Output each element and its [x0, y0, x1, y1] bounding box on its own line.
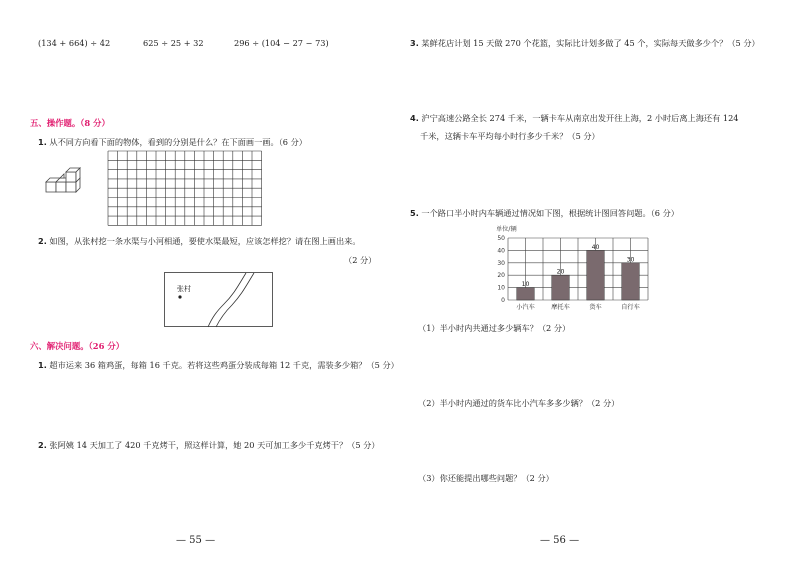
- y-tick-label: 20: [497, 272, 505, 280]
- question-number: 5.: [410, 208, 419, 218]
- question-score: （2 分）: [344, 255, 377, 265]
- question-number: 2.: [38, 440, 47, 450]
- section-5-title: 五、操作题。（8 分）: [30, 118, 110, 128]
- question-number: 1.: [38, 137, 47, 147]
- question-4: [410, 113, 739, 123]
- question-6-1: [38, 360, 399, 370]
- question-6-2: [38, 440, 380, 450]
- question-number: 2.: [38, 236, 47, 246]
- question-number: 3.: [410, 38, 419, 48]
- bar-value-label: 30: [626, 256, 635, 264]
- question-5-1: [38, 137, 307, 147]
- vehicle-bar-chart: [470, 224, 670, 316]
- y-tick-label: 40: [497, 247, 505, 255]
- question-text: 超市运来 36 箱鸡蛋，每箱 16 千克。若将这些鸡蛋分装成每箱 12 千克，需装多少箱？（5 分）: [49, 360, 399, 370]
- village-label: 张村: [177, 285, 191, 293]
- y-tick-label: 0: [501, 297, 505, 304]
- bar-value-label: 20: [556, 268, 565, 276]
- question-number: 4.: [410, 113, 419, 123]
- category-label: 货车: [589, 304, 602, 311]
- drawing-grid[interactable]: [107, 150, 267, 226]
- question-text-line-1: 沪宁高速公路全长 274 千米，一辆卡车从南京出发开往上海，2 小时后离上海还有 124: [421, 113, 739, 123]
- question-4-line-2: 千米，这辆卡车平均每小时行多少千米？（5 分）: [420, 131, 600, 141]
- question-3: [410, 38, 760, 48]
- question-text: 从不同方向看下面的物体，看到的分别是什么？在下面画一画。（6 分）: [49, 137, 307, 147]
- question-5-2: [38, 236, 361, 246]
- y-tick-label: 30: [497, 259, 505, 267]
- question-text: 一个路口半小时内车辆通过情况如下图，根据统计图回答问题。（6 分）: [421, 208, 679, 218]
- bar-1: [552, 275, 570, 300]
- calc-problem-3: 296 ÷ (104 − 27 − 73): [234, 38, 329, 48]
- question-5: [410, 208, 679, 218]
- category-label: 自行车: [621, 304, 640, 311]
- question-text: 如图，从张村挖一条水渠与小河相通，要使水渠最短，应该怎样挖？请在图上画出来。: [49, 236, 361, 246]
- bar-2: [587, 250, 605, 300]
- page-number-left: — 55 —: [176, 535, 216, 546]
- question-text: 某鲜花店计划 15 天做 270 个花篮，实际比计划多做了 45 个，实际每天做多少个？（5 分）: [421, 38, 760, 48]
- bar-value-label: 10: [521, 281, 530, 289]
- question-text: 张阿姨 14 天加工了 420 千克烤干，照这样计算，她 20 天可加工多少千克烤干？（5 分）: [49, 440, 380, 450]
- y-tick-label: 10: [497, 284, 505, 292]
- calc-problem-2: 625 ÷ 25 + 32: [143, 38, 204, 48]
- sub-question-2: （2）半小时内通过的货车比小汽车多多少辆？（2 分）: [418, 398, 620, 408]
- village-river-map[interactable]: [164, 272, 274, 328]
- section-6-title: 六、解决问题。（26 分）: [30, 341, 125, 351]
- sub-question-3: （3）你还能提出哪些问题？（2 分）: [418, 473, 554, 483]
- bar-0: [517, 288, 535, 300]
- bar-value-label: 40: [591, 243, 600, 251]
- y-axis-label: 单位/辆: [496, 226, 517, 233]
- sub-question-1: （1）半小时内共通过多少辆车？（2 分）: [418, 323, 571, 333]
- page-number-right: — 56 —: [540, 535, 580, 546]
- y-tick-label: 50: [497, 235, 505, 242]
- question-number: 1.: [38, 360, 47, 370]
- calc-problem-1: (134 + 664) ÷ 42: [38, 38, 111, 48]
- cube-stack-figure: [44, 168, 94, 200]
- category-label: 摩托车: [551, 304, 570, 311]
- bar-3: [622, 263, 640, 300]
- category-label: 小汽车: [516, 304, 535, 311]
- village-point: [178, 295, 181, 298]
